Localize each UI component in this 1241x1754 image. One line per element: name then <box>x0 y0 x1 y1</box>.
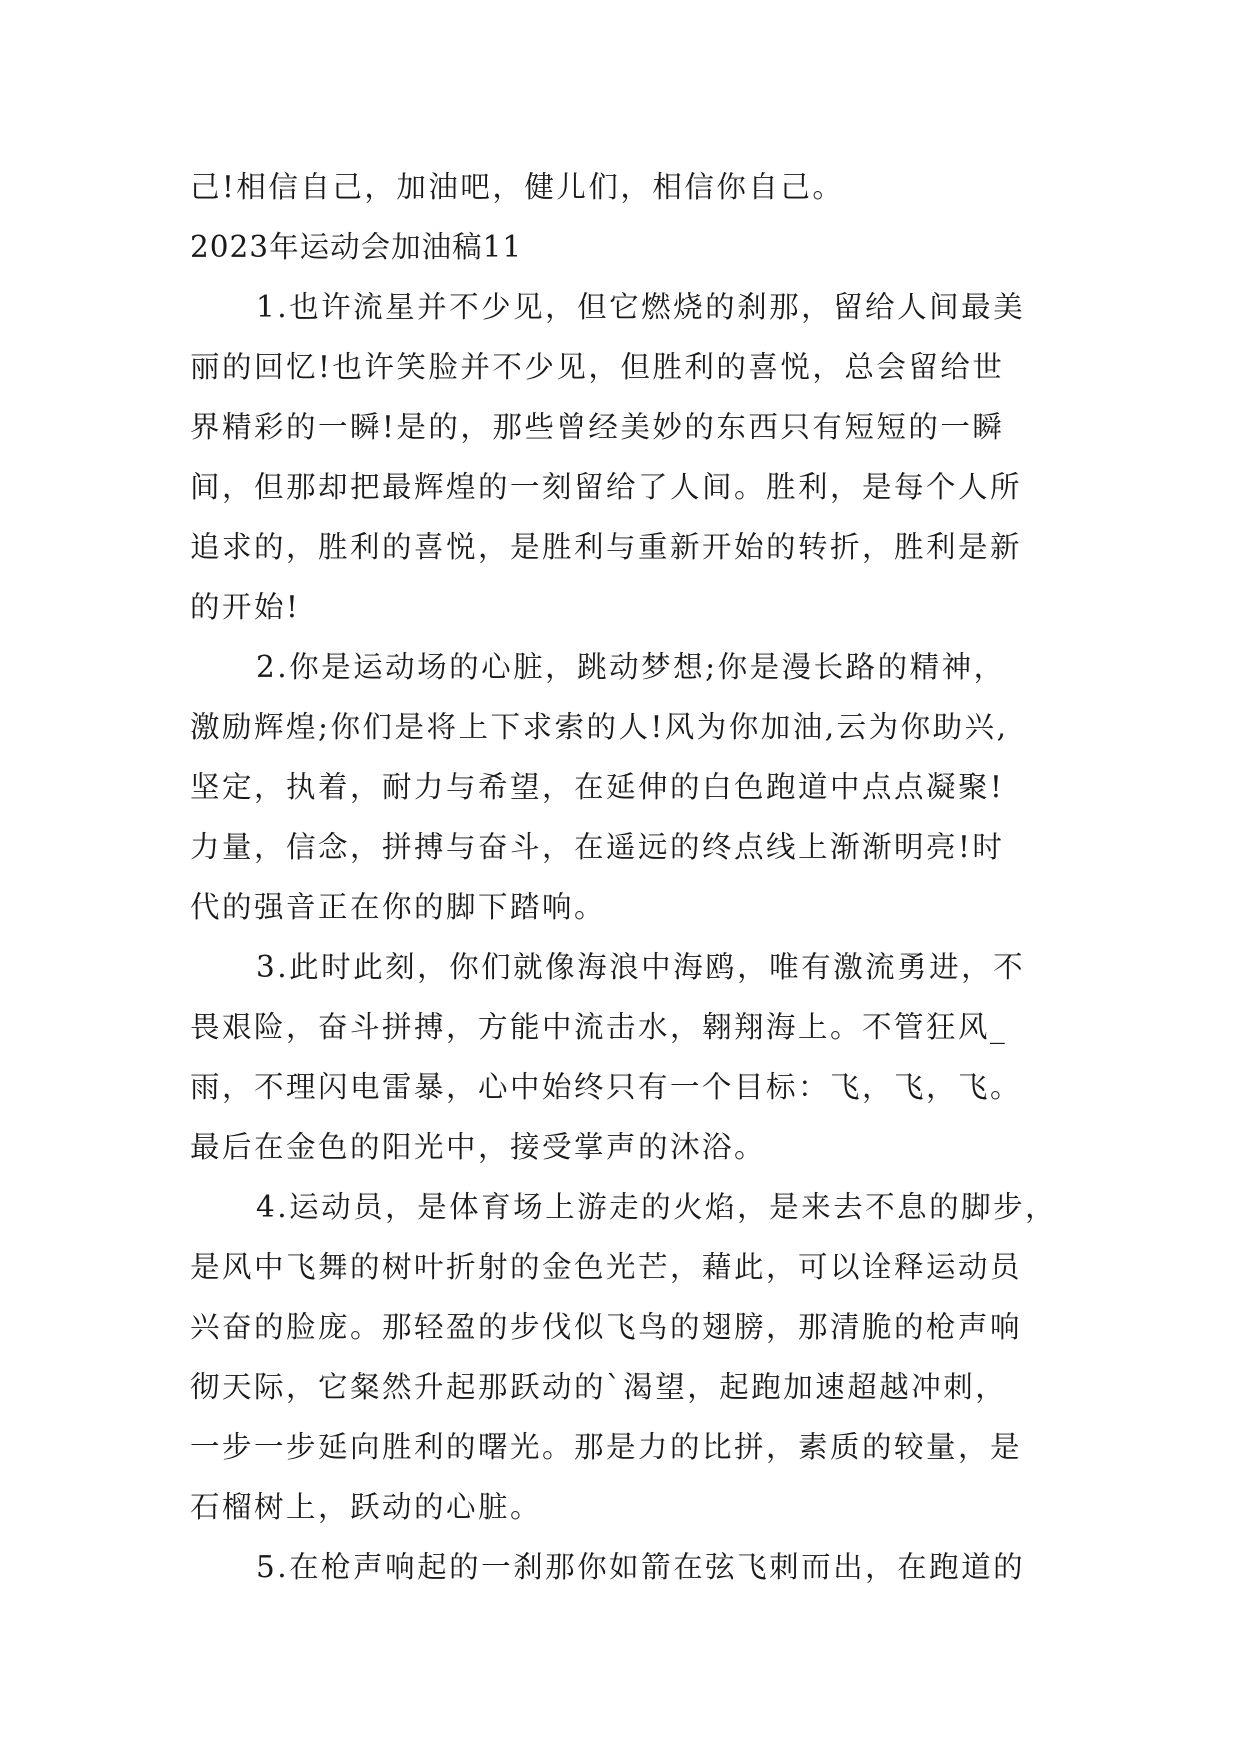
paragraph-3-line: 畏艰险，奋斗拼搏，方能中流击水，翱翔海上。不管狂风_ <box>190 1010 1008 1044</box>
section-heading: 2023年运动会加油稿11 <box>190 230 523 264</box>
paragraph-2-line: 激励辉煌;你们是将上下求索的人!风为你加油,云为你助兴, <box>190 710 1009 744</box>
paragraph-2-line: 力量，信念，拼搏与奋斗，在遥远的终点线上渐渐明亮!时 <box>190 830 1005 864</box>
paragraph-5-line: 5.在枪声响起的一刹那你如箭在弦飞刺而出，在跑道的 <box>256 1550 1026 1584</box>
paragraph-2-line: 坚定，执着，耐力与希望，在延伸的白色跑道中点点凝聚! <box>190 770 1005 804</box>
paragraph-2-line: 2.你是运动场的心脏，跳动梦想;你是漫长路的精神， <box>256 650 1006 684</box>
paragraph-2-line: 代的强音正在你的脚下踏响。 <box>190 890 607 924</box>
paragraph-3-line: 3.此时此刻，你们就像海浪中海鸥，唯有激流勇进，不 <box>256 950 1026 984</box>
paragraph-3-line: 雨，不理闪电雷暴，心中始终只有一个目标：飞，飞，飞。 <box>190 1070 1023 1104</box>
paragraph-1-line: 界精彩的一瞬!是的，那些曾经美妙的东西只有短短的一瞬 <box>190 410 1005 444</box>
paragraph-4-line: 一步一步延向胜利的曙光。那是力的比拼，素质的较量，是 <box>190 1430 1023 1464</box>
paragraph-4-line: 兴奋的脸庞。那轻盈的步伐似飞鸟的翅膀，那清脆的枪声响 <box>190 1310 1023 1344</box>
paragraph-4-line: 是风中飞舞的树叶折射的金色光芒，藉此，可以诠释运动员 <box>190 1250 1023 1284</box>
paragraph-1-line: 1.也许流星并不少见，但它燃烧的刹那，留给人间最美 <box>256 290 1026 324</box>
paragraph-4-line: 4.运动员，是体育场上游走的火焰，是来去不息的脚步， <box>256 1190 1058 1224</box>
paragraph-1-line: 的开始! <box>190 590 301 624</box>
paragraph-line: 己!相信自己，加油吧，健儿们，相信你自己。 <box>190 170 845 204</box>
paragraph-1-line: 间，但那却把最辉煌的一刻留给了人间。胜利，是每个人所 <box>190 470 1023 504</box>
document-body <box>190 157 1070 1597</box>
paragraph-1-line: 丽的回忆!也许笑脸并不少见，但胜利的喜悦，总会留给世 <box>190 350 1005 384</box>
paragraph-4-line: 彻天际，它粲然升起那跃动的`渴望，起跑加速超越冲刺， <box>190 1370 1008 1404</box>
paragraph-3-line: 最后在金色的阳光中，接受掌声的沐浴。 <box>190 1130 767 1164</box>
paragraph-4-line: 石榴树上，跃动的心脏。 <box>190 1490 543 1524</box>
paragraph-1-line: 追求的，胜利的喜悦，是胜利与重新开始的转折，胜利是新 <box>190 530 1023 564</box>
